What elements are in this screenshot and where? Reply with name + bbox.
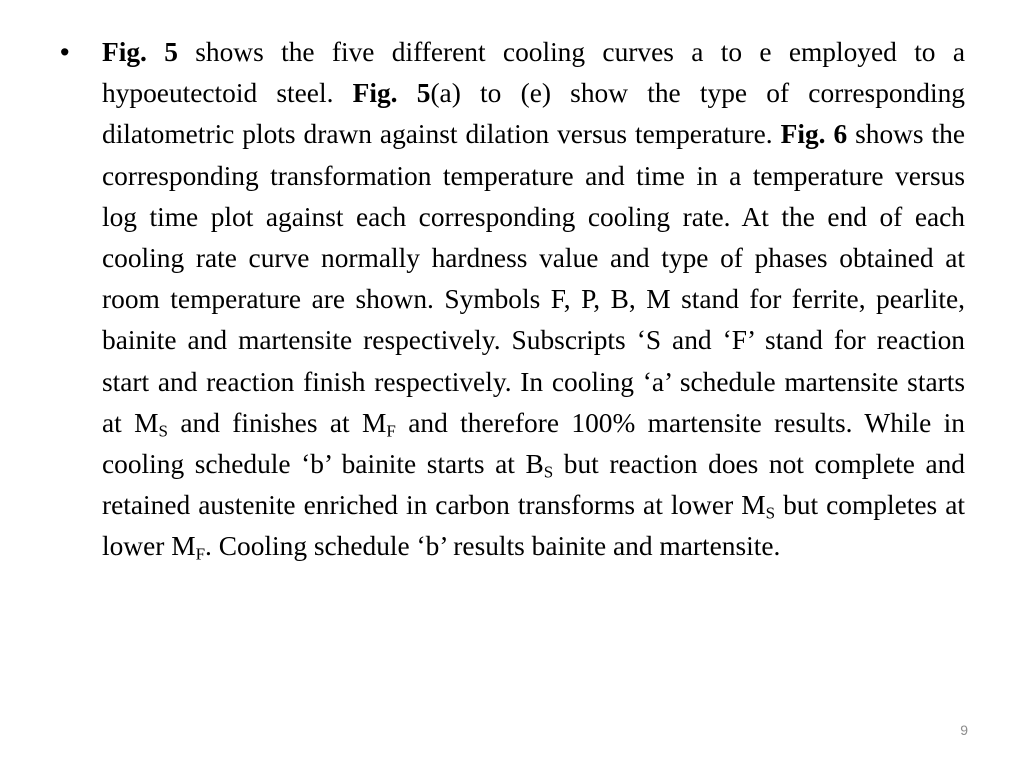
text-segment: shows the corresponding transformation temperature and time in a temperature versus log time plot against each corresponding cooling rate. At the end of each cooling rate curve normally hardness value and type of phases obtained at room temperature are shown. Symbols F, P, B, M stand for ferrite, pearlite, bainite and martensite respectively. Subscripts ‘S and ‘F’ stand for reaction start and reaction finish respectively. In cooling ‘a’ schedule martensite starts at M — [102, 119, 965, 438]
subscript: F — [386, 421, 396, 441]
subscript: S — [543, 462, 554, 482]
subscript: S — [765, 503, 776, 523]
text-segment: and therefore 100% martensite results. While in cooling schedule ‘b’ bainite starts at B — [102, 407, 965, 480]
fig6-reference: Fig. 6 — [780, 119, 848, 150]
text-segment: (a) to (e) show the type of corresponding dilatometric plots drawn against dilation versus temperature. — [102, 78, 965, 150]
text-segment: and finishes at M — [167, 407, 387, 438]
bullet-list — [60, 32, 965, 568]
subscript: S — [158, 421, 168, 441]
fig5-reference: Fig. 5 — [102, 37, 178, 67]
page-number: 9 — [960, 722, 968, 738]
bullet-dot-icon: • — [60, 37, 70, 67]
fig5-reference: Fig. 5 — [352, 78, 431, 109]
text-segment: but reaction does not complete and retained austenite enriched in carbon transforms at lower M — [102, 449, 965, 521]
subscript: F — [195, 544, 206, 564]
bullet-item — [60, 32, 965, 568]
body-paragraph — [102, 32, 965, 568]
text-segment: . Cooling schedule ‘b’ results bainite and martensite. — [205, 531, 781, 562]
text-segment: but completes at lower M — [102, 490, 966, 562]
text-segment: shows the five different cooling curves a to e employed to a hypoeutectoid steel. — [102, 37, 965, 109]
